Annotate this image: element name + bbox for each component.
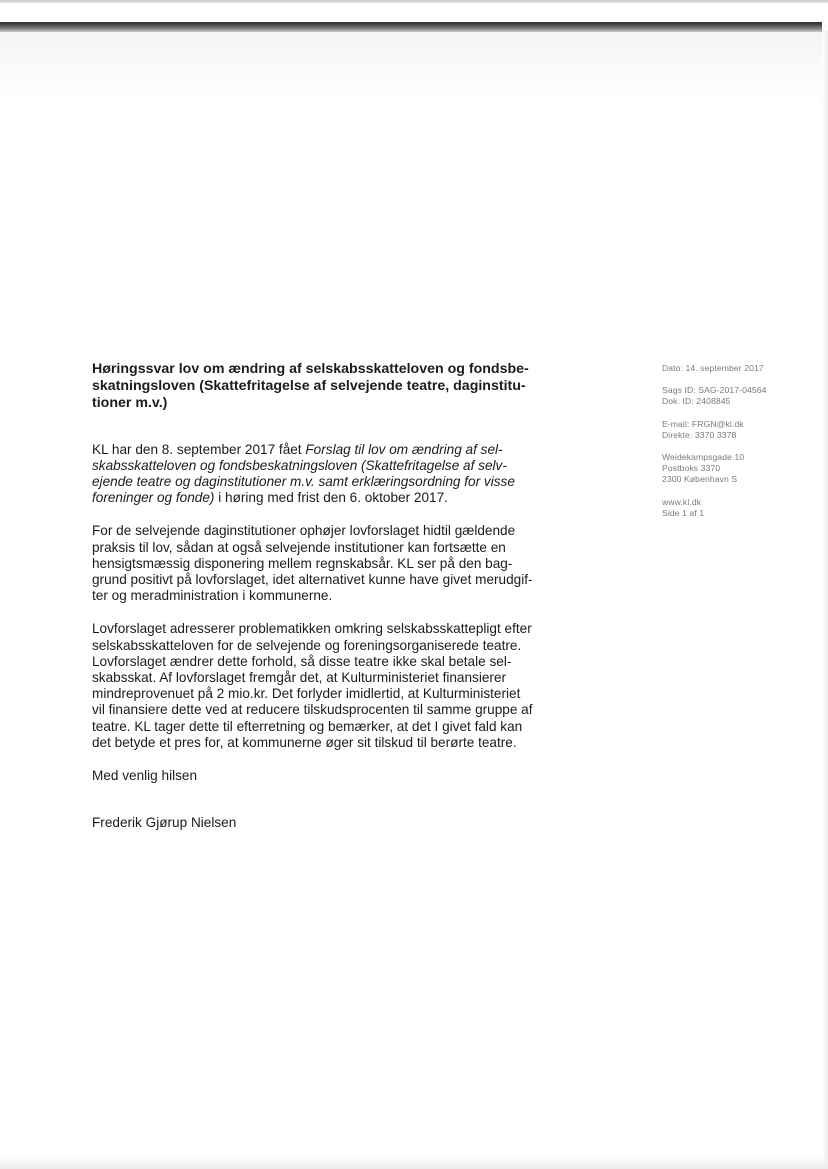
closing-greeting: Med venlig hilsen <box>92 768 198 784</box>
address-street: Weidekampsgade 10 <box>662 452 745 463</box>
date-text: Dato: 14. september 2017 <box>662 363 764 373</box>
paragraph-line: det betyde et pres for, at kommunerne øger sit tilskud til berørte teatre. <box>92 734 517 750</box>
scan-haze <box>0 32 828 102</box>
letter-body <box>92 361 562 831</box>
address-block <box>662 452 812 486</box>
bill-title-part: foreninger og fonde) <box>92 490 215 506</box>
title-line: skatningsloven (Skattefritagelse af selvejende teatre, daginstitu- <box>92 378 526 395</box>
document-id: Dok. ID: 2408845 <box>662 396 731 407</box>
web-block <box>662 497 812 519</box>
website-text: www.kl.dk <box>662 496 702 507</box>
intro-line <box>92 458 562 474</box>
paragraph-line: mindreprovenuet på 2 mio.kr. Det forlyder imidlertid, at Kulturministeriet <box>92 686 521 702</box>
intro-line <box>92 442 562 458</box>
title-line: tioner m.v.) <box>92 395 168 412</box>
page-number: Side 1 af 1 <box>662 507 705 518</box>
sender-meta-column <box>662 363 812 530</box>
paragraph-line: teatre. KL tager dette til efterretning og bemærker, at det I givet fald kan <box>92 718 523 734</box>
address-pobox: Postboks 3370 <box>662 463 721 474</box>
paragraph-line: For de selvejende daginstitutioner ophøjer lovforslaget hidtil gældende <box>92 523 516 539</box>
signature-name: Frederik Gjørup Nielsen <box>92 815 237 831</box>
paragraph-line: ter og meradministration i kommunerne. <box>92 588 333 604</box>
title-line: Høringssvar lov om ændring af selskabsskatteloven og fondsbe- <box>92 361 529 377</box>
paragraph-line: grund positivt på lovforslaget, idet alternativet kunne have givet merudgif- <box>92 572 533 588</box>
direct-phone: Direkte: 3370 3378 <box>662 429 737 440</box>
contact-block <box>662 419 812 441</box>
paragraph-line: praksis til lov, sådan at også selvejende institutioner kan fortsætte en <box>92 539 506 555</box>
bill-title-part: Forslag til lov om ændring af sel- <box>305 441 503 457</box>
paragraph-line: selskabsskatteloven for de selvejende og foreningsorganiserede teatre. <box>92 637 522 653</box>
bill-title-part: ejende teatre og daginstitutioner m.v. samt erklæringsordning for visse <box>92 474 515 490</box>
scan-dark-band <box>0 22 822 32</box>
paragraph-line: Lovforslaget ændrer dette forhold, så disse teatre ikke skal betale sel- <box>92 653 512 669</box>
intro-line <box>92 490 562 506</box>
case-id: Sags ID: SAG-2017-04564 <box>662 385 767 396</box>
bill-title-part: skabsskatteloven og fondsbeskatningsloven (Skattefritagelse af selv- <box>92 457 507 473</box>
paragraph-line: vil finansiere dette ved at reducere tilskudsprocenten til samme gruppe af <box>92 702 533 718</box>
email-text: E-mail: FRGN@kl.dk <box>662 418 744 429</box>
ids-block <box>662 385 812 407</box>
intro-line <box>92 474 562 490</box>
scan-right-edge <box>822 30 828 1169</box>
paragraph-line: Lovforslaget adresserer problematikken omkring selskabsskattepligt efter <box>92 621 532 637</box>
intro-prefix: KL har den 8. september 2017 fået <box>92 441 306 457</box>
date-block <box>662 363 812 374</box>
scan-top-edge <box>0 0 828 3</box>
teatre-paragraph <box>92 621 562 751</box>
address-city: 2300 København S <box>662 474 738 485</box>
paragraph-line: hensigtsmæssig disponering mellem regnskabsår. KL ser på den bag- <box>92 555 513 571</box>
daginstitution-paragraph <box>92 523 562 604</box>
scan-bottom-edge <box>0 1155 828 1169</box>
intro-paragraph <box>92 442 562 507</box>
letter-title <box>92 361 562 413</box>
intro-suffix: i høring med frist den 6. oktober 2017. <box>214 490 448 506</box>
paragraph-line: skabsskat. Af lovforslaget fremgår det, at Kulturministeriet finansierer <box>92 670 507 686</box>
